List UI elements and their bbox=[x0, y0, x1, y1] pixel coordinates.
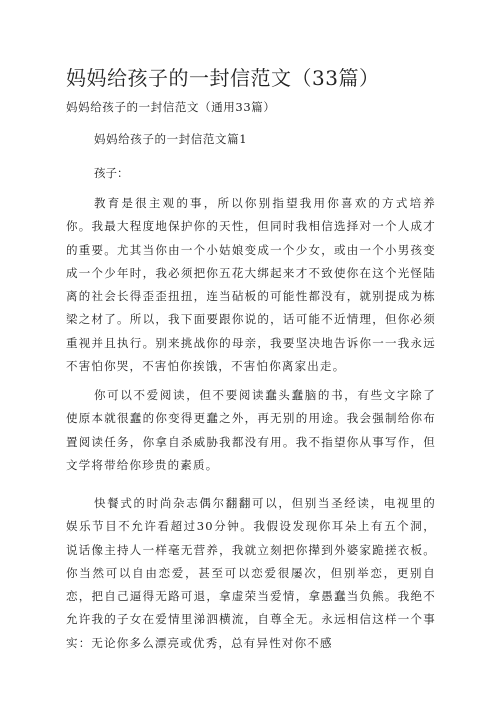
document-subtitle: 妈妈给孩子的一封信范文（通用33篇） bbox=[66, 100, 276, 114]
body-paragraph: 你可以不爱阅读，但不要阅读蠢头蠢脑的书，有些文字除了使原本就很蠢的你变得更蠢之外，再无别的用途。我会强制给你布置阅读任务，你拿自杀威胁我都没有用。我不指望你从事写作，但文学将带给你珍贵的素质。 bbox=[66, 388, 436, 472]
document-title: 妈妈给孩子的一封信范文（33篇） bbox=[66, 66, 380, 90]
body-paragraph: 教育是很主观的事，所以你别指望我用你喜欢的方式培养你。我最大程度地保护你的天性，但同时我相信选择对一个人成才的重要。尤其当你由一个小姑娘变成一个少女，或由一个小男孩变成一个少年时，我必须把你五花大绑起来才不致使你在这个光怪陆离的社会长得歪歪扭扭，连当砧板的可能性都没有，就别提成为栋梁之材了。所以，我下面要跟你说的，话可能不近情理，但你必须重视并且执行。别来挑战你的母亲，我要坚决地告诉你一一我永远不害怕你哭，不害怕你挨饿，不害怕你离家出走。 bbox=[66, 196, 436, 374]
letter-salutation: 孩子： bbox=[94, 166, 129, 180]
body-paragraph: 快餐式的时尚杂志偶尔翻翻可以，但别当圣经读，电视里的娱乐节目不允许看超过30分钟。我假设发现你耳朵上有五个洞，说话像主持人一样毫无营养，我就立刻把你撵到外婆家跪搓衣板。你当然可以自由恋爱，甚至可以恋爱很屡次，但别举恋，更别自恋，把自己逼得无路可退，拿虚荣当爱情，拿愚蠢当负熊。我绝不允许我的子女在爱情里涕泗横流，自尊全无。永远相信这样一个事实：无论你多么漂亮或优秀，总有异性对你不感 bbox=[66, 496, 436, 650]
section-heading: 妈妈给孩子的一封信范文篇1 bbox=[94, 132, 248, 146]
